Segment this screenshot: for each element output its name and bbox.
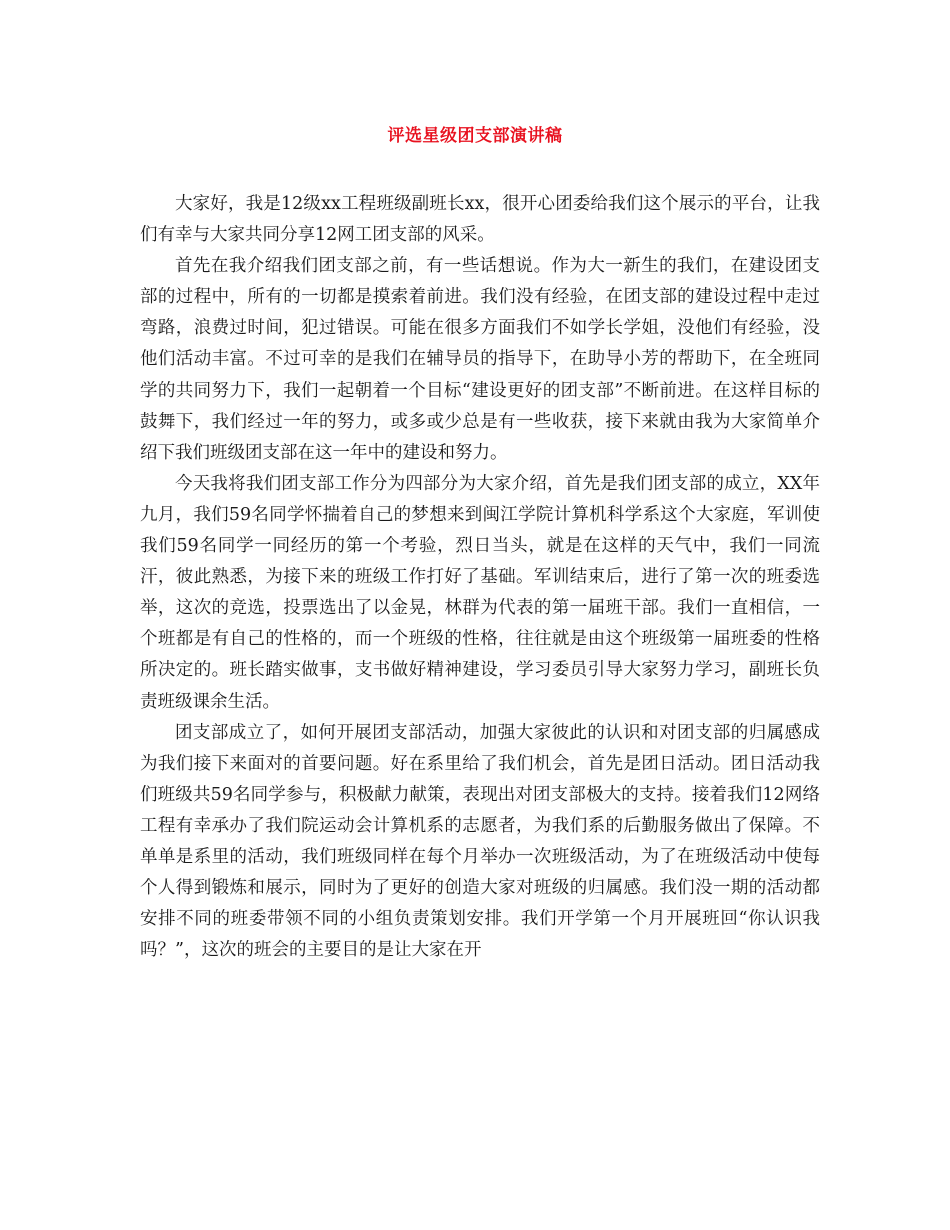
- paragraph: 大家好，我是12级xx工程班级副班长xx，很开心团委给我们这个展示的平台，让我们有幸与大家共同分享12网工团支部的风采。: [140, 194, 820, 246]
- document-title: 评选星级团支部演讲稿: [387, 126, 563, 146]
- paragraph: 团支部成立了，如何开展团支部活动，加强大家彼此的认识和对团支部的归属感成为我们接下来面对的首要问题。好在系里给了我们机会，首先是团日活动。团日活动我们班级共59名同学参与，积极献力献策，表现出对团支部极大的支持。接着我们12网络工程有幸承办了我们院运动会计算机系的志愿者，为我们系的后勤服务做出了保障。不单单是系里的活动，我们班级同样在每个月举办一次班级活动，为了在班级活动中使每个人得到锻炼和展示，同时为了更好的创造大家对班级的归属感。我们没一期的活动都安排不同的班委带领不同的小组负责策划安排。我们开学第一个月开展班回“你认识我吗？”，这次的班会的主要目的是让大家在开: [140, 722, 820, 961]
- document-body: [140, 189, 820, 966]
- paragraph: 首先在我介绍我们团支部之前，有一些话想说。作为大一新生的我们，在建设团支部的过程中，所有的一切都是摸索着前进。我们没有经验，在团支部的建设过程中走过弯路，浪费过时间，犯过错误。可能在很多方面我们不如学长学姐，没他们有经验，没他们活动丰富。不过可幸的是我们在辅导员的指导下，在助导小芳的帮助下，在全班同学的共同努力下，我们一起朝着一个目标“建设更好的团支部”不断前进。在这样目标的鼓舞下，我们经过一年的努力，或多或少总是有一些收获，接下来就由我为大家简单介绍下我们班级团支部在这一年中的建设和努力。: [140, 256, 820, 463]
- paragraph: 今天我将我们团支部工作分为四部分为大家介绍，首先是我们团支部的成立，XX年九月，我们59名同学怀揣着自己的梦想来到闽江学院计算机科学系这个大家庭，军训使我们59名同学一同经历的第一个考验，烈日当头，就是在这样的天气中，我们一同流汗，彼此熟悉，为接下来的班级工作打好了基础。军训结束后，进行了第一次的班委选举，这次的竞选，投票选出了以金晃，林群为代表的第一届班干部。我们一直相信，一个班都是有自己的性格的，而一个班级的性格，往往就是由这个班级第一届班委的性格所决定的。班长踏实做事，支书做好精神建设，学习委员引导大家努力学习，副班长负责班级课余生活。: [140, 473, 820, 712]
